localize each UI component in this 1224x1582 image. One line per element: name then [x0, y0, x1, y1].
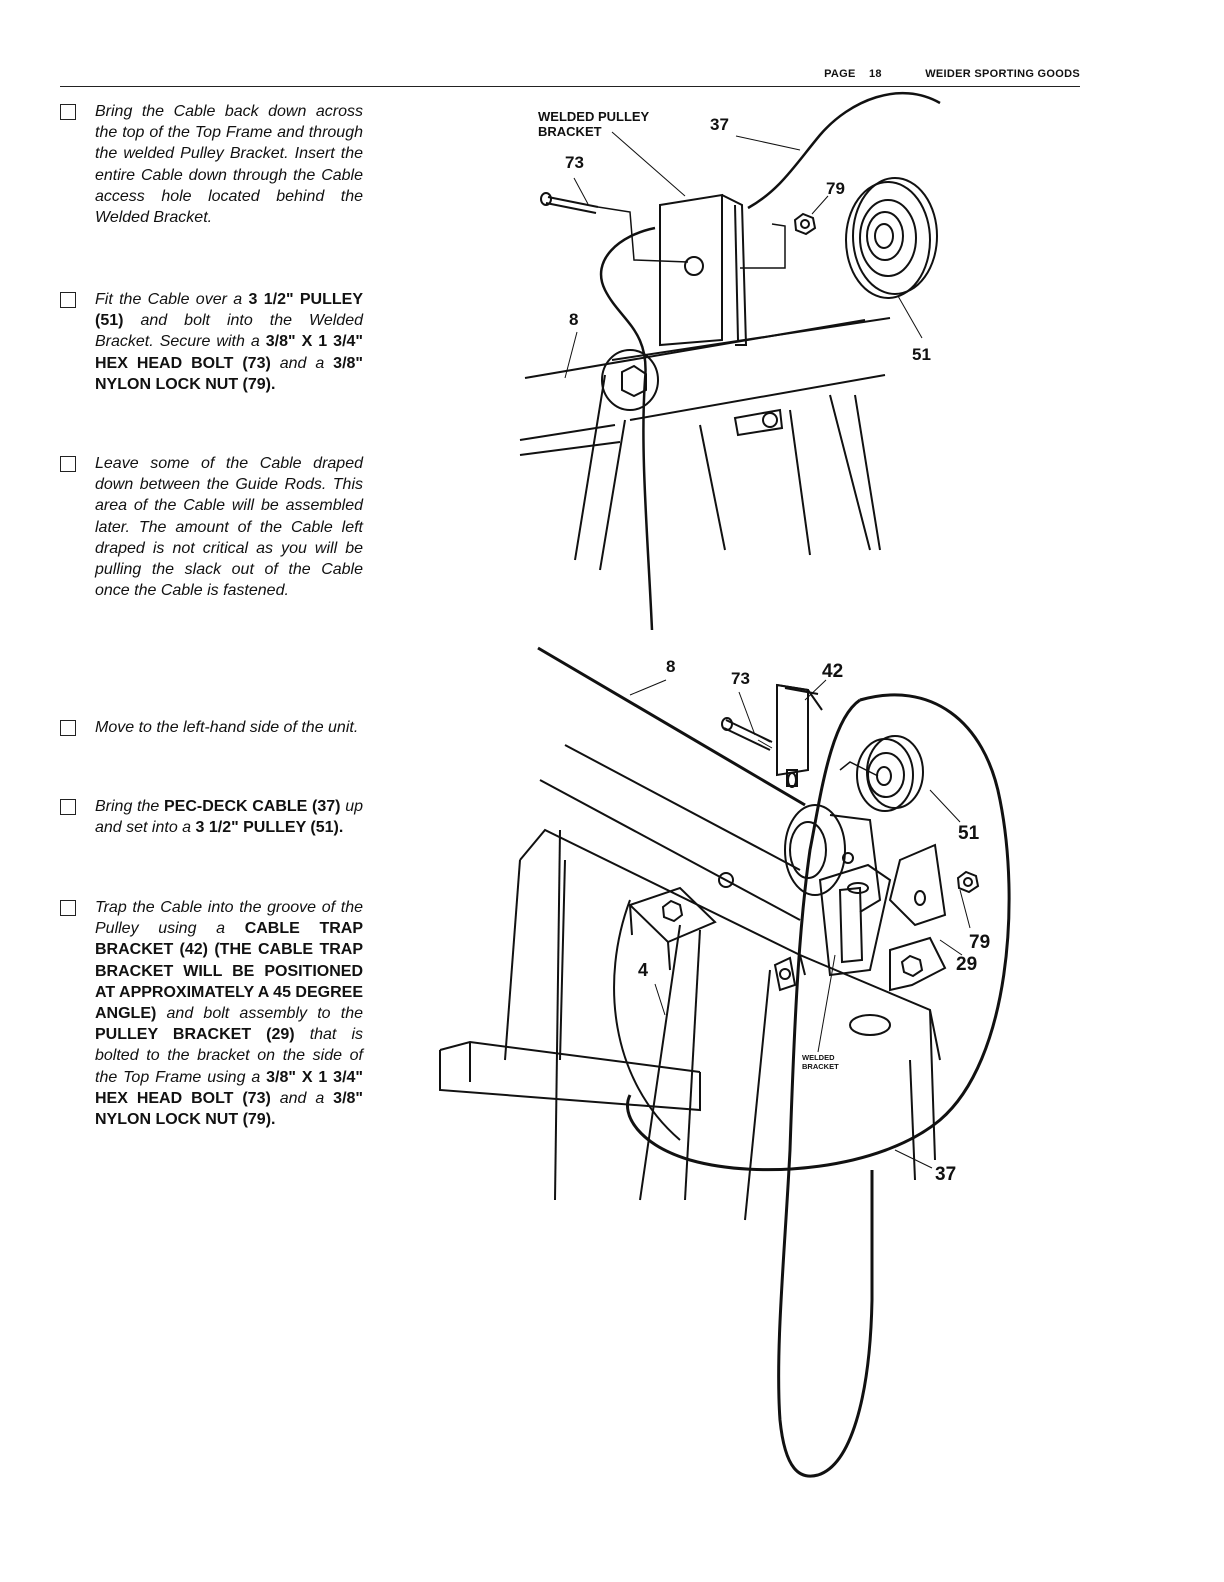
italic-text: and a: [270, 1089, 334, 1107]
callout-79: 79: [826, 179, 845, 198]
italic-text: that is bolted to the bracket on the side of the Top Frame using a: [95, 1026, 363, 1086]
italic-text: and bolt assembly to the: [156, 1005, 363, 1023]
bold-text: PULLEY BRACKET (29): [95, 1026, 295, 1044]
welded-pulley-bracket-label: WELDED PULLEY: [538, 109, 650, 124]
italic-text: Bring the Cable back down across the top of the Top Frame and through the welded Pulley Bracket. Insert the entire Cable down through the Cable access hole located behind the Welded Bracket.: [95, 103, 363, 227]
bold-text: PEC-DECK CABLE (37): [163, 798, 341, 815]
welded-pulley-bracket-label-2: BRACKET: [538, 124, 602, 139]
callout-51: 51: [958, 823, 980, 844]
page-number: 18: [868, 68, 882, 80]
figure-top-pulley-bracket: [520, 93, 940, 630]
callout-51: 51: [912, 345, 931, 364]
page-label: PAGE: [824, 68, 856, 80]
italic-text: Fit the Cable over a: [95, 291, 249, 308]
bold-text: CABLE TRAP BRACKET (42) (THE CABLE TRAP BRACKET WILL BE POSITIONED AT APPROXIMATELY A 45 DEGREE ANGLE): [95, 920, 364, 1023]
bold-text: 3/8" NYLON LOCK NUT (79).: [95, 354, 363, 393]
callout-4: 4: [638, 960, 649, 980]
company-name: WEIDER SPORTING GOODS: [925, 68, 1080, 80]
bold-text: (79).: [242, 1111, 276, 1129]
callout-37: 37: [935, 1164, 957, 1185]
callout-73: 73: [731, 669, 750, 688]
italic-text: Trap the Cable into the groove of the Pulley using a: [95, 899, 363, 938]
callout-8: 8: [666, 657, 676, 676]
bold-text: 3/8" X 1 3/4" HEX HEAD BOLT (73): [95, 1068, 363, 1107]
callout-37: 37: [710, 115, 729, 134]
bold-text: 3/8" NYLON LOCK NUT: [95, 1089, 363, 1129]
callout-8: 8: [569, 310, 579, 329]
callout-42: 42: [822, 661, 844, 682]
italic-text: Move to the left-hand side of the unit.: [95, 719, 359, 736]
italic-text: up and set into a: [95, 798, 363, 837]
italic-text: and a: [270, 354, 334, 372]
callout-73: 73: [565, 153, 584, 172]
italic-text: Leave some of the Cable draped down between the Guide Rods. This area of the Cable will be assembled later. The amount of the Cable left draped is not critical as you will be pulling the slack out of the Cable once the Cable is fastened.: [95, 455, 363, 600]
welded-bracket-label-2: BRACKET: [802, 1062, 839, 1071]
callout-29: 29: [956, 954, 978, 975]
bold-text: 3 1/2" PULLEY (51).: [195, 819, 344, 837]
bold-text: 3 1/2" PULLEY (51): [95, 291, 364, 330]
italic-text: and bolt into the Welded Bracket. Secure with a: [95, 312, 363, 351]
figure-pec-deck-pulley: [440, 648, 1009, 1476]
callout-79: 79: [969, 932, 991, 953]
bold-text: 3/8" X 1 3/4" HEX HEAD BOLT (73): [95, 333, 364, 372]
italic-text: Bring the: [95, 798, 164, 815]
welded-bracket-label: WELDED: [802, 1053, 835, 1062]
